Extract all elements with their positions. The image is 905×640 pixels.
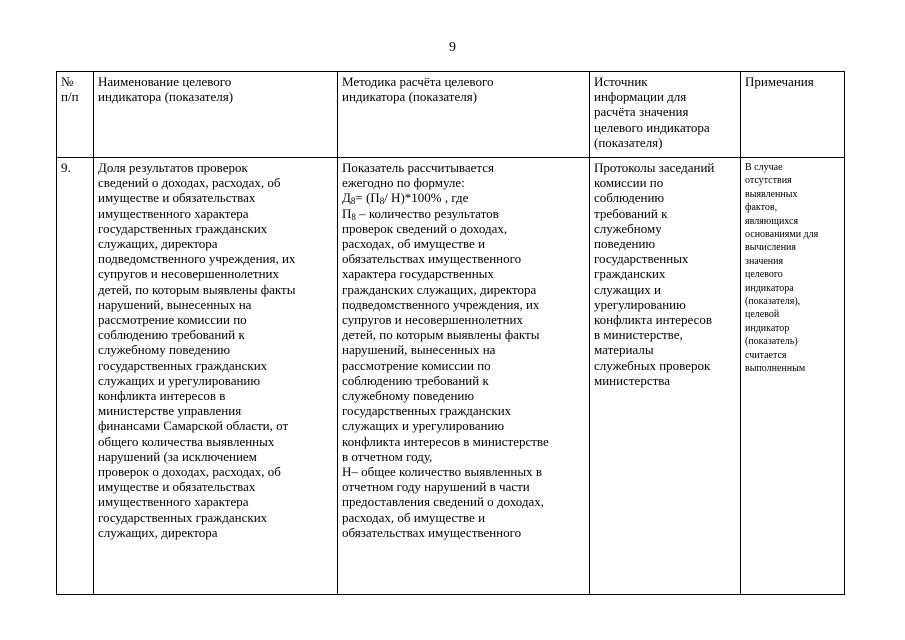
row-method-line: служащих и урегулированию bbox=[342, 418, 505, 434]
table-header-row bbox=[57, 72, 845, 158]
row-method-line: рассмотрение комиссии по bbox=[342, 357, 491, 373]
row-source-line: служебному bbox=[594, 220, 662, 236]
row-name-line: имуществе и обязательствах bbox=[98, 479, 256, 495]
row-source-line: материалы bbox=[594, 342, 654, 358]
row-source-line: государственных bbox=[594, 251, 689, 267]
row-method-line: предоставления сведений о доходах, bbox=[342, 494, 544, 510]
row-method-line: конфликта интересов в министерстве bbox=[342, 433, 549, 449]
row-source-line: урегулированию bbox=[594, 296, 686, 312]
formula-mid: = (П bbox=[355, 190, 380, 206]
row-notes-line: целевого bbox=[745, 269, 783, 281]
header-source-line: информации для bbox=[594, 89, 687, 105]
row-name-lines bbox=[98, 160, 333, 540]
row-notes-line: вычисления bbox=[745, 242, 796, 254]
row-notes-line: В случае bbox=[745, 162, 783, 173]
header-method-line: индикатора (показателя) bbox=[342, 89, 478, 105]
row-name-line: Доля результатов проверок bbox=[98, 160, 248, 175]
row-name-line: имущественного характера bbox=[98, 205, 249, 221]
row-name-line: имуществе и обязательствах bbox=[98, 190, 256, 206]
page-number: 9 bbox=[449, 40, 456, 55]
row-name-line: государственных гражданских bbox=[98, 509, 268, 525]
header-source-line: расчёта значения bbox=[594, 104, 689, 120]
header-num-line: п/п bbox=[61, 89, 79, 105]
header-method-cell bbox=[338, 72, 590, 158]
row-notes-line: основаниями для bbox=[745, 229, 819, 241]
row-method-line: служебному поведению bbox=[342, 388, 475, 404]
row-notes-lines bbox=[745, 161, 840, 376]
row-source-line: в министерстве, bbox=[594, 327, 683, 343]
row-method-line: подведомственного учреждения, их bbox=[342, 296, 540, 312]
row-source-line: соблюдению bbox=[594, 190, 665, 206]
formula-prefix: Д bbox=[342, 190, 351, 206]
row-method-line: расходах, об имуществе и bbox=[342, 236, 486, 252]
row-notes-line: индикатор bbox=[745, 322, 790, 334]
row-method-line: обязательствах имущественного bbox=[342, 251, 522, 267]
row-source-line: требований к bbox=[594, 205, 668, 221]
row-notes-line: (показателя), bbox=[745, 296, 801, 308]
header-num-line: № bbox=[61, 74, 74, 89]
pi-symbol: П bbox=[342, 205, 352, 221]
row-method-line: нарушений, вынесенных на bbox=[342, 342, 496, 358]
header-source-line: (показателя) bbox=[594, 134, 663, 150]
row-method-line: гражданских служащих, директора bbox=[342, 281, 537, 297]
header-num-cell bbox=[57, 72, 94, 158]
row-source-line: комиссии по bbox=[594, 175, 664, 191]
row-notes-cell bbox=[741, 158, 845, 595]
row-notes-line: считается bbox=[745, 349, 787, 361]
row-source-lines bbox=[594, 160, 736, 388]
header-notes-cell bbox=[741, 72, 845, 158]
row-name-line: подведомственного учреждения, их bbox=[98, 251, 296, 267]
row-name-line: имущественного характера bbox=[98, 494, 249, 510]
row-source-line: Протоколы заседаний bbox=[594, 160, 715, 175]
method-formula bbox=[342, 190, 585, 205]
row-name-line: рассмотрение комиссии по bbox=[98, 312, 247, 328]
row-name-line: финансами Самарской области, от bbox=[98, 418, 289, 434]
row-notes-line: целевой bbox=[745, 309, 780, 321]
row-name-line: сведений о доходах, расходах, об bbox=[98, 175, 281, 191]
row-name-line: служащих, директора bbox=[98, 236, 218, 252]
pi-sub: 8 bbox=[351, 211, 356, 222]
header-source-cell bbox=[590, 72, 741, 158]
header-name-cell bbox=[94, 72, 338, 158]
row-source-line: служащих и bbox=[594, 281, 662, 297]
row-notes-line: выполненным bbox=[745, 363, 806, 375]
formula-sub2: 8 bbox=[379, 196, 385, 207]
row-name-line: служащих, директора bbox=[98, 524, 218, 540]
row-method-line: отчетном году нарушений в части bbox=[342, 479, 530, 495]
row-name-line: проверок о доходах, расходах, об bbox=[98, 464, 281, 480]
header-notes-line: Примечания bbox=[745, 74, 814, 89]
row-notes-line: отсутствия bbox=[745, 175, 792, 187]
row-source-line: конфликта интересов bbox=[594, 312, 713, 328]
row-method-line: характера государственных bbox=[342, 266, 494, 282]
row-method-line: детей, по которым выявлены факты bbox=[342, 327, 540, 343]
row-name-line: нарушений (за исключением bbox=[98, 448, 257, 464]
row-name-line: супругов и несовершеннолетних bbox=[98, 266, 280, 282]
row-notes-line: выявленных bbox=[745, 188, 798, 200]
row-name-line: служебному поведению bbox=[98, 342, 231, 358]
row-method-line: супругов и несовершеннолетних bbox=[342, 312, 524, 328]
row-source-line: гражданских bbox=[594, 266, 666, 282]
row-method-lines bbox=[342, 221, 585, 540]
formula-suffix: / Н)*100% , где bbox=[384, 190, 469, 206]
row-source-line: министерства bbox=[594, 372, 671, 388]
indicator-table bbox=[56, 71, 845, 595]
table-row bbox=[57, 158, 845, 595]
row-num: 9. bbox=[61, 160, 71, 175]
row-name-line: государственных гражданских bbox=[98, 357, 268, 373]
row-notes-line: индикатора bbox=[745, 282, 794, 294]
row-method-line: в отчетном году, bbox=[342, 448, 433, 464]
row-method-line: Н– общее количество выявленных в bbox=[342, 464, 542, 480]
row-source-line: служебных проверок bbox=[594, 357, 711, 373]
row-method-line: соблюдению требований к bbox=[342, 372, 489, 388]
row-source-line: поведению bbox=[594, 236, 656, 252]
method-intro-line: ежегодно по формуле: bbox=[342, 175, 465, 191]
method-pi-definition bbox=[342, 206, 585, 221]
pi-text: – количество результатов bbox=[355, 205, 499, 221]
header-name-line: индикатора (показателя) bbox=[98, 89, 234, 105]
row-name-line: нарушений, вынесенных на bbox=[98, 296, 252, 312]
row-name-line: соблюдению требований к bbox=[98, 327, 245, 343]
row-name-line: министерстве управления bbox=[98, 403, 242, 419]
row-method-line: расходах, об имуществе и bbox=[342, 509, 486, 525]
row-method-line: проверок сведений о доходах, bbox=[342, 220, 508, 236]
method-intro-line: Показатель рассчитывается bbox=[342, 160, 495, 175]
header-name-line: Наименование целевого bbox=[98, 74, 232, 89]
header-source-line: Источник bbox=[594, 74, 648, 89]
row-name-line: общего количества выявленных bbox=[98, 433, 275, 449]
row-method-cell bbox=[338, 158, 590, 595]
header-method-line: Методика расчёта целевого bbox=[342, 74, 494, 89]
row-name-cell bbox=[94, 158, 338, 595]
row-notes-line: являющихся bbox=[745, 215, 799, 227]
row-method-line: обязательствах имущественного bbox=[342, 524, 522, 540]
row-notes-line: фактов, bbox=[745, 202, 778, 214]
row-notes-line: значения bbox=[745, 255, 784, 267]
row-name-line: государственных гражданских bbox=[98, 220, 268, 236]
row-name-line: служащих и урегулированию bbox=[98, 372, 261, 388]
row-method-line: государственных гражданских bbox=[342, 403, 512, 419]
row-name-line: детей, по которым выявлены факты bbox=[98, 281, 296, 297]
row-notes-line: (показатель) bbox=[745, 336, 798, 348]
row-name-line: конфликта интересов в bbox=[98, 388, 226, 404]
row-source-cell bbox=[590, 158, 741, 595]
formula-sub1: 8 bbox=[350, 196, 356, 207]
row-num-cell bbox=[57, 158, 94, 595]
header-source-line: целевого индикатора bbox=[594, 119, 710, 135]
